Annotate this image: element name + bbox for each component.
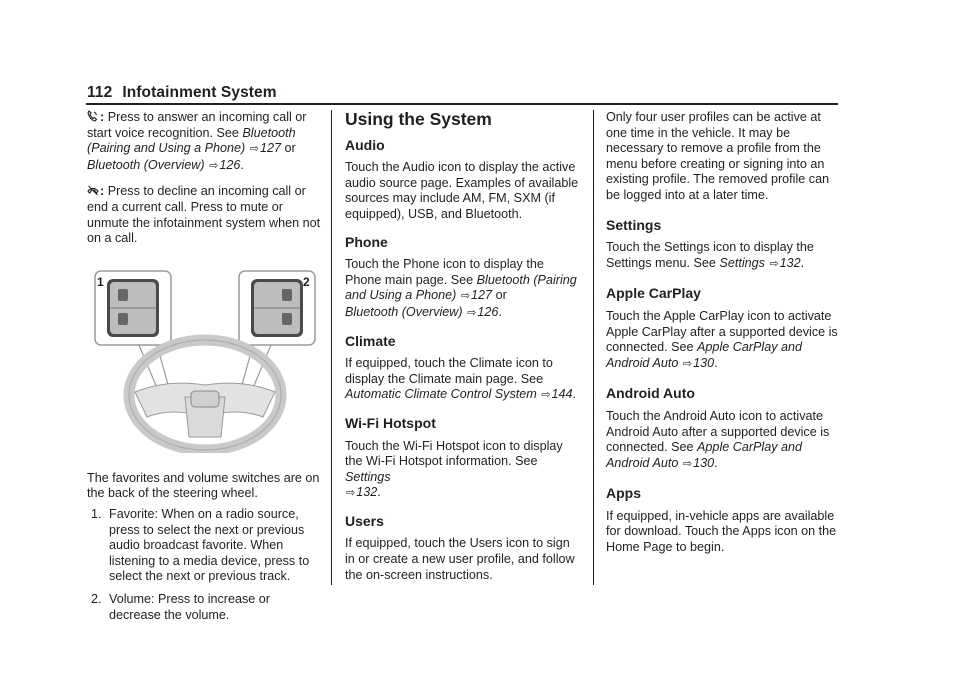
column-3 bbox=[606, 110, 842, 556]
column-divider bbox=[593, 110, 594, 585]
column-divider bbox=[331, 110, 332, 585]
voice-phone-icon bbox=[87, 110, 98, 121]
heading-settings: Settings bbox=[606, 216, 662, 233]
link-bluetooth-phone[interactable]: Bluetooth (Pairing and Using a Phone) bbox=[87, 125, 296, 156]
climate-paragraph: If equipped, touch the Climate icon to display the Climate main page. See Automatic Climate Control System ⇨144. bbox=[345, 356, 577, 402]
page-ref-130[interactable]: 130 bbox=[693, 355, 715, 370]
link-settings[interactable]: Settings bbox=[345, 469, 391, 484]
figure-caption: The favorites and volume switches are on the back of the steering wheel. bbox=[87, 470, 320, 501]
link-carplay-android[interactable]: Apple CarPlay and Android Auto bbox=[606, 340, 803, 370]
link-bluetooth-phone[interactable]: Bluetooth (Pairing and Using a Phone) bbox=[345, 272, 577, 303]
decline-call-text: Press to decline an incoming call or end a current call. Press to mute or unmute the infotainment system when not on a call. bbox=[87, 184, 321, 246]
page-ref-126[interactable]: 126 bbox=[477, 304, 499, 319]
phone-paragraph: Touch the Phone icon to display the Phone main page. See Bluetooth (Pairing and Using a Phone) ⇨127 or Bluetooth (Overview) ⇨126. bbox=[345, 257, 577, 319]
audio-text: Touch the Audio icon to display the active audio source page. Examples of available sources may include AM, FM, SXM (if equipped), USB, and Bluetooth. bbox=[345, 160, 579, 221]
users-text: If equipped, touch the Users icon to sign in or create a new user profile, and follow the on-screen instructions. bbox=[345, 536, 575, 582]
end-call-icon bbox=[87, 185, 98, 196]
phone-text: Touch the Phone icon to display the Phone main page. See bbox=[345, 257, 544, 287]
link-bluetooth-overview[interactable]: Bluetooth (Overview) bbox=[87, 157, 205, 172]
heading-audio: Audio bbox=[345, 136, 385, 153]
link-settings[interactable]: Settings bbox=[719, 255, 765, 270]
arrow-icon: ⇨ bbox=[460, 290, 471, 303]
arrow-icon: ⇨ bbox=[209, 159, 219, 172]
arrow-icon: ⇨ bbox=[249, 143, 259, 156]
page-ref-127[interactable]: 127 bbox=[471, 288, 493, 303]
list-text: Favorite: When on a radio source, press to select the next or previous audio broadcast favorite. When listening to a media device, press to select the next or previous track. bbox=[109, 506, 310, 584]
settings-text: Touch the Settings icon to display the Settings menu. See bbox=[606, 240, 814, 270]
arrow-icon: ⇨ bbox=[682, 357, 693, 370]
header-rule bbox=[86, 103, 838, 105]
heading-apps: Apps bbox=[606, 485, 641, 502]
answer-call-text: Press to answer an incoming call or start voice recognition. See bbox=[87, 110, 307, 140]
climate-text: If equipped, touch the Climate icon to display the Climate main page. See bbox=[345, 356, 553, 386]
arrow-icon: ⇨ bbox=[541, 389, 551, 402]
heading-users: Users bbox=[345, 512, 384, 529]
steering-wheel-figure bbox=[87, 267, 323, 453]
link-carplay-android[interactable]: Apple CarPlay and Android Auto bbox=[606, 440, 803, 470]
page-ref-144[interactable]: 144 bbox=[551, 387, 573, 402]
answer-call-paragraph bbox=[87, 110, 323, 174]
wifi-paragraph: Touch the Wi-Fi Hotspot icon to display the Wi-Fi Hotspot information. See Settings ⇨132. bbox=[345, 438, 563, 500]
colon: : bbox=[100, 110, 105, 124]
heading-android-auto: Android Auto bbox=[606, 385, 695, 402]
apps-text: If equipped, in-vehicle apps are available for download. Touch the Apps icon on the Home Page to begin. bbox=[606, 508, 837, 555]
figure-label-2: 2 bbox=[303, 274, 310, 289]
figure-label-1: 1 bbox=[97, 274, 104, 289]
page-header bbox=[87, 84, 277, 102]
column-1 bbox=[87, 110, 323, 630]
period: . bbox=[240, 157, 244, 172]
list-item bbox=[87, 592, 323, 623]
carplay-paragraph: Touch the Apple CarPlay icon to activate Apple CarPlay after a supported device is connected. See Apple CarPlay and Android Auto ⇨130. bbox=[606, 308, 838, 370]
carplay-text: Touch the Apple CarPlay icon to activate Apple CarPlay after a supported device is connected. See bbox=[606, 308, 838, 355]
link-climate-control[interactable]: Automatic Climate Control System bbox=[345, 387, 537, 402]
arrow-icon: ⇨ bbox=[769, 257, 779, 270]
page-ref-130[interactable]: 130 bbox=[693, 455, 715, 470]
switch-list bbox=[87, 507, 323, 623]
column-2 bbox=[345, 110, 583, 583]
heading-phone: Phone bbox=[345, 233, 388, 250]
list-number: 1. bbox=[91, 506, 102, 521]
page-ref-127[interactable]: 127 bbox=[259, 141, 281, 156]
or-text: or bbox=[495, 288, 507, 303]
link-bluetooth-overview[interactable]: Bluetooth (Overview) bbox=[345, 304, 463, 319]
section-heading: Using the System bbox=[345, 109, 492, 129]
profiles-text: Only four user profiles can be active at one time in the vehicle. It may be necessary to remove a profile from the menu before creating or signing into an existing profile. The removed profile can be logged into at a later time. bbox=[606, 110, 830, 202]
arrow-icon: ⇨ bbox=[346, 487, 356, 500]
page-ref-132[interactable]: 132 bbox=[779, 255, 801, 270]
heading-apple-carplay: Apple CarPlay bbox=[606, 285, 701, 302]
list-item bbox=[87, 507, 323, 585]
page-ref-132[interactable]: 132 bbox=[356, 485, 378, 500]
section-title: Infotainment System bbox=[122, 84, 277, 101]
settings-paragraph: Touch the Settings icon to display the Settings menu. See Settings ⇨132. bbox=[606, 240, 814, 270]
heading-wifi: Wi-Fi Hotspot bbox=[345, 414, 436, 431]
list-text: Volume: Press to increase or decrease the volume. bbox=[109, 591, 270, 622]
decline-call-paragraph bbox=[87, 184, 323, 246]
colon: : bbox=[100, 184, 105, 199]
wifi-text: Touch the Wi-Fi Hotspot icon to display the Wi-Fi Hotspot information. See bbox=[345, 438, 563, 469]
page-number: 112 bbox=[87, 84, 113, 101]
android-text: Touch the Android Auto icon to activate Android Auto after a supported device is connected. See bbox=[606, 408, 830, 455]
page-ref-126[interactable]: 126 bbox=[219, 157, 241, 172]
android-paragraph: Touch the Android Auto icon to activate Android Auto after a supported device is connected. See Apple CarPlay and Android Auto ⇨130. bbox=[606, 408, 830, 470]
or-text: or bbox=[284, 141, 296, 156]
list-number: 2. bbox=[91, 591, 102, 606]
arrow-icon: ⇨ bbox=[682, 457, 693, 470]
arrow-icon: ⇨ bbox=[467, 306, 477, 319]
heading-climate: Climate bbox=[345, 332, 396, 349]
